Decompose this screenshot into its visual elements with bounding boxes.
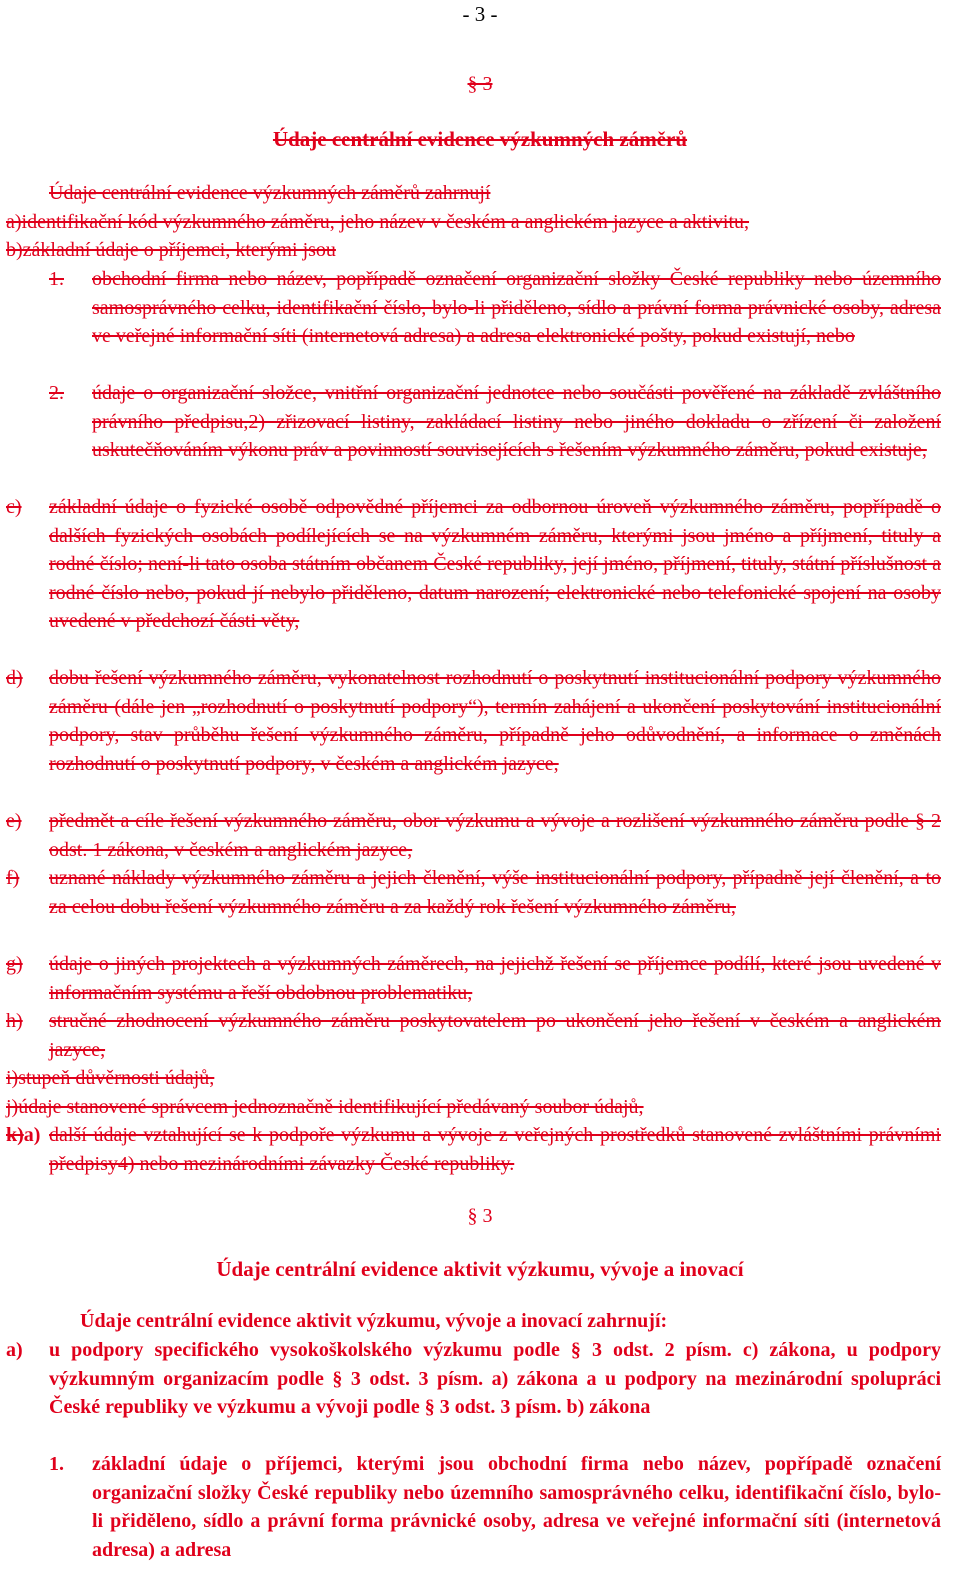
deleted-item-b1 (49, 265, 941, 351)
list-label: d) (6, 667, 23, 689)
deleted-item-i: i)stupeň důvěrnosti údajů, (6, 1067, 215, 1089)
list-text: uznané náklady výzkumného záměru a jejich členění, výše institucionální podpory, případně její členění, a to za celou dobu řešení výzkumného záměru a za každý rok řešení výzkumného záměru, (49, 867, 941, 918)
deleted-item-j: j)údaje stanovené správcem jednoznačně identifikující předávaný soubor údajů, (6, 1096, 644, 1118)
section-intro: Údaje centrální evidence aktivit výzkumu, vývoje a inovací zahrnují: (80, 1310, 668, 1332)
list-text: předmět a cíle řešení výzkumného záměru, obor výzkumu a vývoje a rozlišení výzkumného záměru podle § 2 odst. 1 zákona, v českém a anglickém jazyce, (49, 810, 941, 861)
list-label: 2. (49, 382, 64, 404)
list-label: e) (6, 810, 22, 832)
deleted-item-b2 (49, 379, 941, 465)
list-text: stručné zhodnocení výzkumného záměru poskytovatelem po ukončení jeho řešení v českém a anglickém jazyce, (49, 1010, 941, 1061)
list-label: 1. (49, 268, 64, 290)
inserted-item-a1 (49, 1450, 941, 1564)
deleted-item-a: a)identifikační kód výzkumného záměru, jeho název v českém a anglickém jazyce a aktivitu, (6, 211, 750, 233)
list-text: dobu řešení výzkumného záměru, vykonatelnost rozhodnutí o poskytnutí institucionální podpory výzkumného záměru (dále jen „rozhodnutí o poskytnutí podpory“), termín zahájení a ukončení poskytování institucionální podpory, stav průběhu řešení výzkumného záměru, případně jeho odůvodnění, a informace o změnách rozhodnutí o poskytnutí podpory, v českém a anglickém jazyce, (49, 667, 941, 775)
list-label: g) (6, 953, 23, 975)
list-text: základní údaje o příjemci, kterými jsou obchodní firma nebo název, popřípadě označení organizační složky České republiky nebo územního samosprávného celku, identifikační číslo, bylo-li přiděleno, sídlo a právní forma právnické osoby, adresa ve veřejné informační síti (internetová adresa) a adresa (92, 1453, 941, 1561)
inserted-item-a (6, 1336, 941, 1422)
deleted-item-f (6, 864, 941, 921)
list-label-deleted: k) (6, 1124, 24, 1146)
list-label: h) (6, 1010, 23, 1032)
list-text: základní údaje o fyzické osobě odpovědné příjemci za odbornou úroveň výzkumného záměru, popřípadě o dalších fyzických osobách podílejících se na výzkumném záměru, kterými jsou jméno a příjmení, tituly a rodné číslo; není-li tato osoba státním občanem České republiky, její jméno, příjmení, tituly, státní příslušnost a rodné číslo nebo, pokud jí nebylo přiděleno, datum narození; elektronické nebo telefonické spojení na osoby uvedené v předchozí části věty, (49, 496, 941, 633)
deleted-heading: Údaje centrální evidence výzkumných záměrů (272, 127, 688, 151)
list-text: u podpory specifického vysokoškolského výzkumu podle § 3 odst. 2 písm. c) zákona, u podpory výzkumným organizacím podle § 3 odst. 3 písm. a) zákona a u podpory na mezinárodní spolupráci České republiky ve výzkumu a vývoji podle § 3 odst. 3 písm. b) zákona (49, 1339, 941, 1419)
deleted-item-g (6, 950, 941, 1007)
list-label-inserted: a) (23, 1124, 41, 1146)
deleted-item-e (6, 807, 941, 864)
deleted-item-b: b)základní údaje o příjemci, kterými jsou (6, 239, 336, 261)
list-text: další údaje vztahující se k podpoře výzkumu a vývoje z veřejných prostředků stanovené zvláštními právními předpisy4) nebo mezinárodními závazky České republiky. (49, 1124, 941, 1175)
list-label: f) (6, 867, 20, 889)
deleted-intro: Údaje centrální evidence výzkumných záměrů zahrnují (49, 182, 491, 204)
section-mark: § 3 (467, 1205, 493, 1227)
list-text: údaje o jiných projektech a výzkumných záměrech, na jejichž řešení se příjemce podílí, které jsou uvedené v informačním systému a řeší obdobnou problematiku, (49, 953, 941, 1004)
list-text: údaje o organizační složce, vnitřní organizační jednotce nebo součásti pověřené na základě zvláštního právního předpisu,2) zřizovací listiny, zakládací listiny nebo jiného dokladu o zřízení či založení uskutečňováním výkonu práv a povinností souvisejících s řešením výzkumného záměru, pokud existuje, (92, 382, 941, 462)
deleted-section-mark: § 3 (467, 73, 493, 95)
deleted-item-c (6, 493, 941, 636)
list-label (6, 1121, 49, 1150)
page-number: - 3 - (462, 2, 498, 26)
list-label: c) (6, 496, 22, 518)
deleted-item-h (6, 1007, 941, 1064)
list-text: obchodní firma nebo název, popřípadě označení organizační složky České republiky nebo územního samosprávného celku, identifikační číslo, bylo-li přiděleno, sídlo a právní forma právnické osoby, adresa ve veřejné informační síti (internetová adresa) a adresa elektronické pošty, pokud existují, nebo (92, 268, 941, 348)
deleted-item-k (6, 1121, 941, 1178)
section-heading: Údaje centrální evidence aktivit výzkumu, vývoje a inovací (216, 1257, 744, 1281)
deleted-item-d (6, 664, 941, 778)
list-label: a) (6, 1339, 23, 1361)
list-label: 1. (49, 1453, 64, 1475)
